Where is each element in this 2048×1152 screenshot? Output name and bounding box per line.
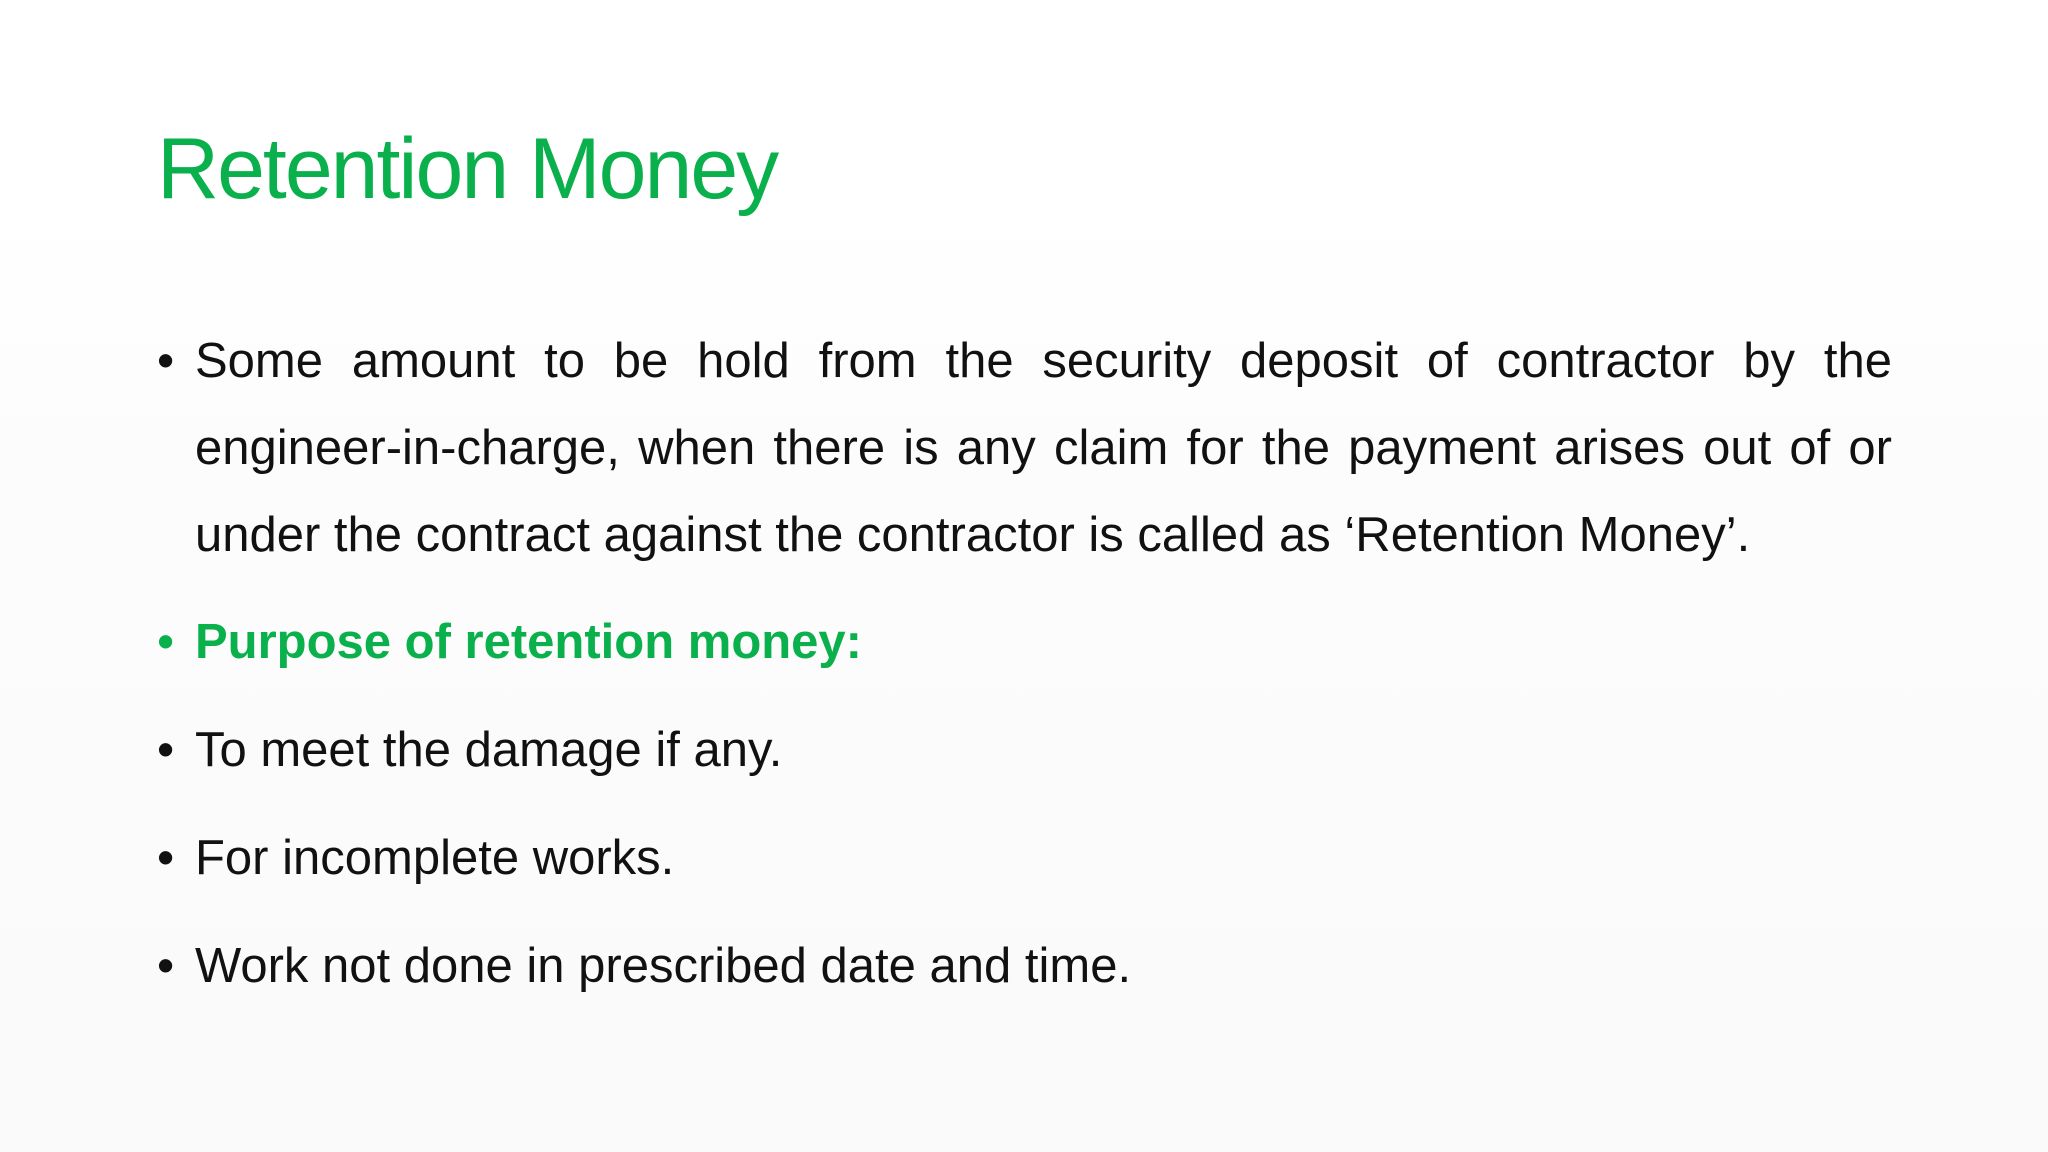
bullet-icon: • xyxy=(157,615,175,669)
bullet-item-incomplete-works xyxy=(157,815,1892,902)
bullet-text: Purpose of retention money: xyxy=(195,615,863,669)
bullet-icon: • xyxy=(157,831,175,885)
bullet-item-purpose-heading xyxy=(157,599,1892,686)
bullet-icon: • xyxy=(157,334,175,388)
bullet-text: Some amount to be hold from the security deposit of contractor by the engineer-in-charge, when there is any claim for the payment arises out of or under the contract against the contractor is called as ‘Retention Money’. xyxy=(195,334,1892,562)
slide-title: Retention Money xyxy=(157,121,778,217)
bullet-list xyxy=(157,318,1892,1010)
bullet-item-delay xyxy=(157,923,1892,1010)
bullet-icon: • xyxy=(157,939,175,993)
bullet-text: To meet the damage if any. xyxy=(195,723,783,777)
bullet-icon: • xyxy=(157,723,175,777)
bullet-item-definition xyxy=(157,318,1892,579)
bullet-text: Work not done in prescribed date and time. xyxy=(195,939,1132,993)
bullet-item-damage xyxy=(157,707,1892,794)
bullet-text: For incomplete works. xyxy=(195,831,675,885)
